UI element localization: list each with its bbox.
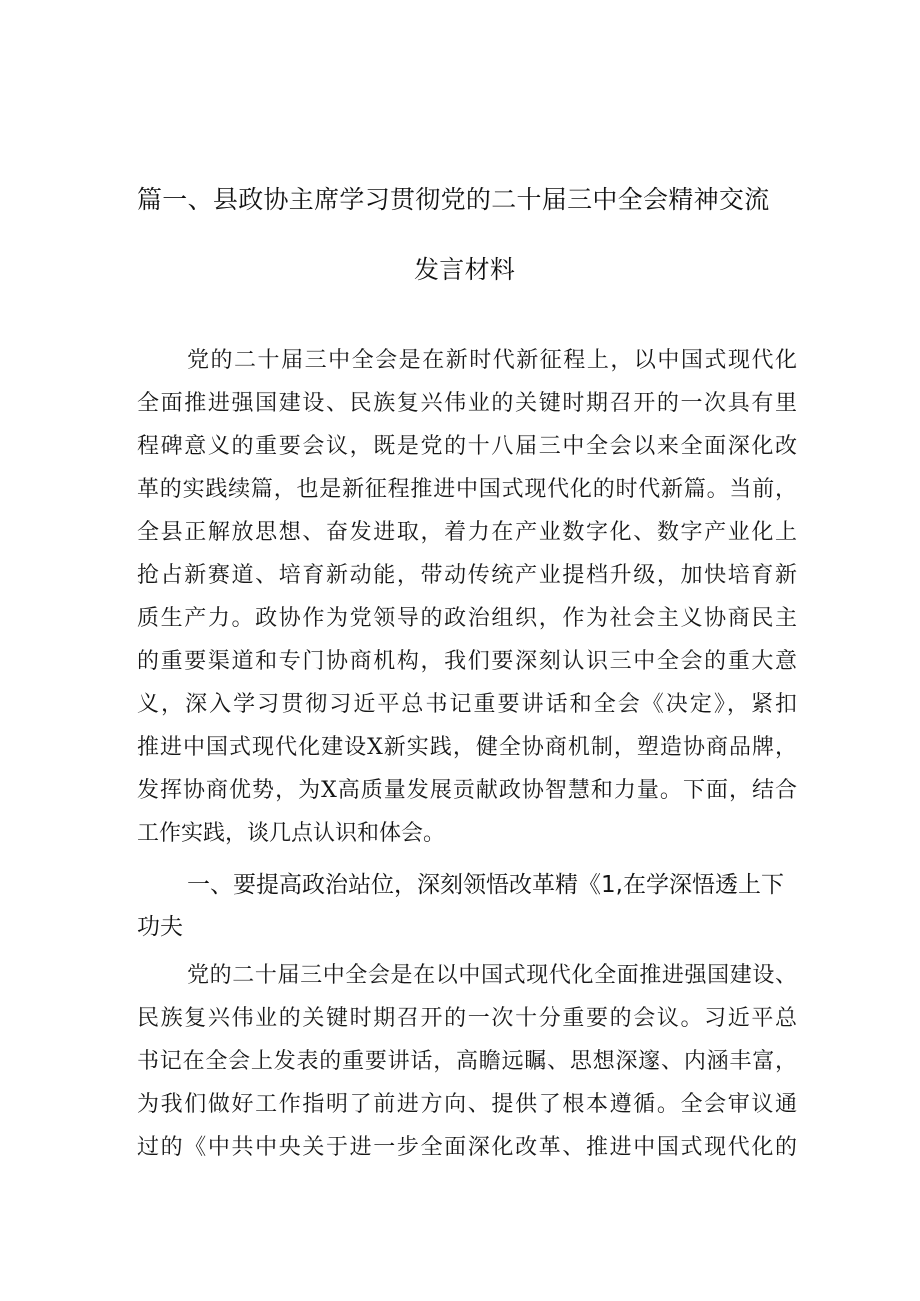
paragraph-line: 义，深入学习贯彻习近平总书记重要讲话和全会《决定》，紧扣 <box>137 692 797 717</box>
document-title-line-2: 发言材料 <box>414 255 516 284</box>
paragraph-line: 书记在全会上发表的重要讲话，高瞻远瞩、思想深邃、内涵丰富， <box>137 1049 797 1074</box>
section-heading-line-2: 功夫 <box>137 914 183 940</box>
paragraph-line: 为我们做好工作指明了前进方向、提供了根本遵循。全会审议通 <box>137 1092 797 1117</box>
paragraph-line: 的重要渠道和专门协商机构，我们要深刻认识三中全会的重大意 <box>137 649 797 674</box>
paragraph-line: 全面推进强国建设、民族复兴伟业的关键时期召开的一次具有里 <box>137 391 797 416</box>
paragraph-line: 程碑意义的重要会议，既是党的十八届三中全会以来全面深化改 <box>137 434 797 459</box>
paragraph-line: 党的二十届三中全会是在以中国式现代化全面推进强国建设、 <box>187 963 797 988</box>
paragraph-line: 过的《中共中央关于进一步全面深化改革、推进中国式现代化的 <box>137 1135 797 1160</box>
paragraph-line: 质生产力。政协作为党领导的政治组织，作为社会主义协商民主 <box>137 606 797 631</box>
section-heading-line-1: 一、要提高政治站位，深刻领悟改革精《1,在学深悟透上下 <box>187 872 784 898</box>
paragraph-line: 党的二十届三中全会是在新时代新征程上，以中国式现代化 <box>187 348 797 373</box>
paragraph-line: 发挥协商优势，为X高质量发展贡献政协智慧和力量。下面，结合 <box>137 778 797 803</box>
paragraph-line: 全县正解放思想、奋发进取，着力在产业数字化、数字产业化上 <box>137 520 797 545</box>
paragraph-line: 革的实践续篇，也是新征程推进中国式现代化的时代新篇。当前， <box>137 477 797 502</box>
paragraph-line: 工作实践，谈几点认识和体会。 <box>137 821 446 846</box>
document-title-line-1: 篇一、县政协主席学习贯彻党的二十届三中全会精神交流 <box>137 185 770 214</box>
paragraph-line: 民族复兴伟业的关键时期召开的一次十分重要的会议。习近平总 <box>137 1006 797 1031</box>
paragraph-line: 抢占新赛道、培育新动能，带动传统产业提档升级，加快培育新 <box>137 563 797 588</box>
paragraph-line: 推进中国式现代化建设X新实践，健全协商机制，塑造协商品牌， <box>137 735 797 760</box>
